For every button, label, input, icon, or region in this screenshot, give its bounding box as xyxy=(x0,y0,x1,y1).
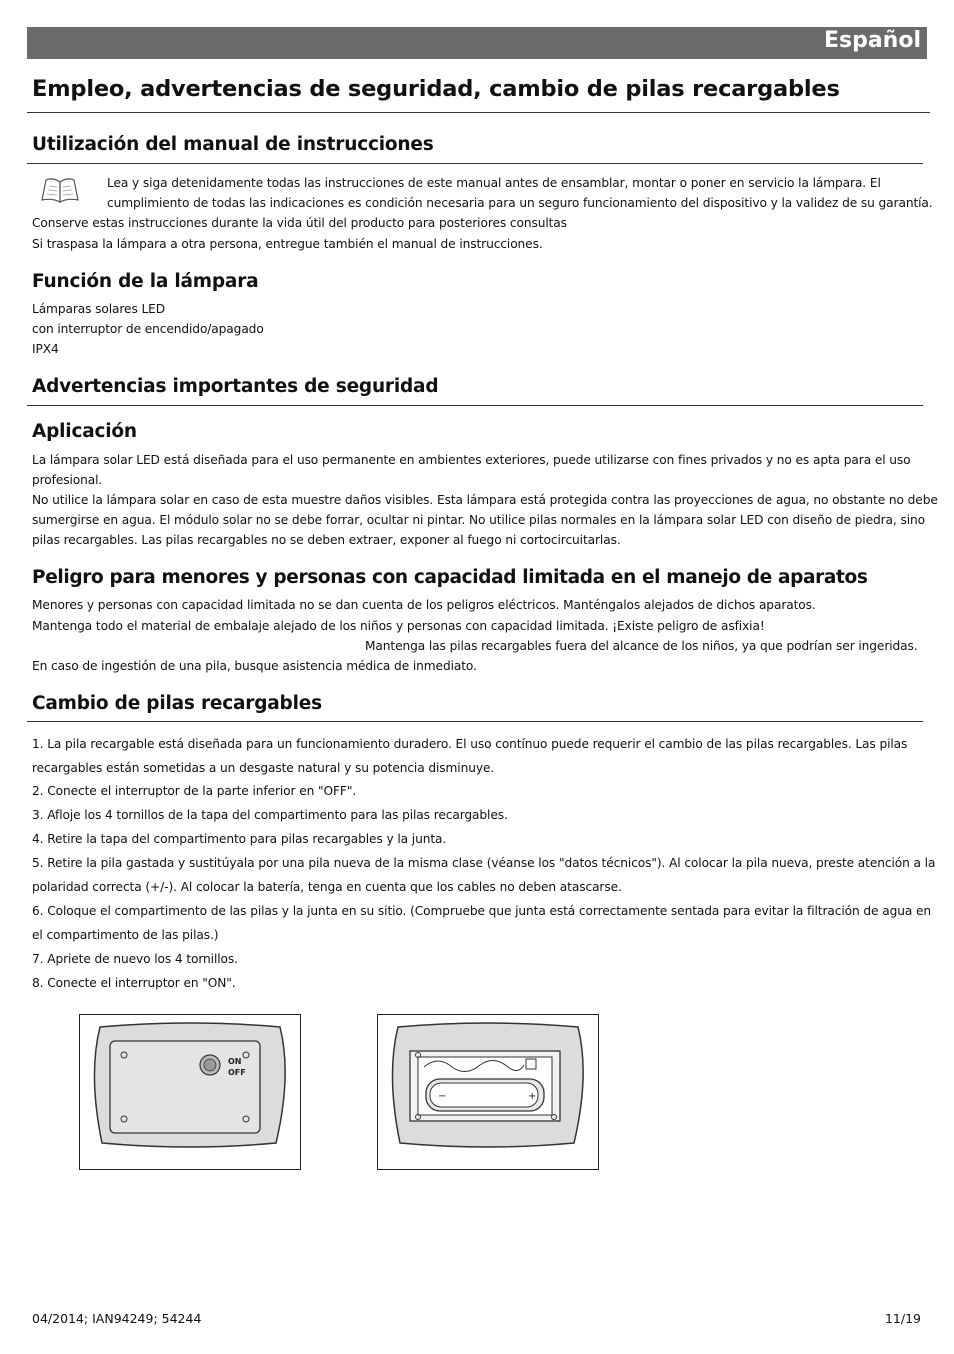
switch-on-label: ON xyxy=(228,1057,242,1066)
title-rule xyxy=(27,112,930,113)
footer-left: 04/2014; IAN94249; 54244 xyxy=(32,1311,202,1326)
step-line-1: 1. La pila recargable está diseñada para un funcionamiento duradero. El uso contínuo puede requerir el cambio de las pilas recargables. Las pilas xyxy=(32,737,908,751)
battery-minus-label: − xyxy=(438,1091,447,1102)
battery-rule xyxy=(27,721,923,722)
function-heading: Función de la lámpara xyxy=(32,271,259,292)
step-line-10: 7. Apriete de nuevo los 4 tornillos. xyxy=(32,952,238,966)
manual-heading: Utilización del manual de instrucciones xyxy=(32,134,434,155)
step-line-11: 8. Conecte el interruptor en "ON". xyxy=(32,976,236,990)
function-line-3: IPX4 xyxy=(32,342,59,356)
manual-line-2: cumplimiento de todas las indicaciones es condición necesaria para un seguro funcionamiento del dispositivo y la validez de su garantía. xyxy=(107,196,933,210)
application-line-1: La lámpara solar LED está diseñada para el uso permanente en ambientes exteriores, puede utilizarse con fines privados y no es apta para el uso xyxy=(32,453,911,467)
battery-heading: Cambio de pilas recargables xyxy=(32,693,322,714)
open-book-icon xyxy=(40,176,80,204)
application-line-5: pilas recargables. Las pilas recargables no se deben extraer, exponer al fuego ni cortocircuitarlas. xyxy=(32,533,621,547)
open-compartment-illustration xyxy=(378,1015,598,1169)
battery-plus-label: + xyxy=(528,1091,537,1102)
application-heading: Aplicación xyxy=(32,421,137,442)
step-line-7: polaridad correcta (+/-). Al colocar la batería, tenga en cuenta que los cables no deben atascarse. xyxy=(32,880,622,894)
step-line-8: 6. Coloque el compartimento de las pilas y la junta en su sitio. (Compruebe que junta está correctamente sentada para evitar la filtración de agua en xyxy=(32,904,932,918)
footer-page-number: 11/19 xyxy=(884,1311,921,1326)
step-line-4: 3. Afloje los 4 tornillos de la tapa del compartimento para las pilas recargables. xyxy=(32,808,508,822)
step-line-3: 2. Conecte el interruptor de la parte inferior en "OFF". xyxy=(32,784,357,798)
safety-heading: Advertencias importantes de seguridad xyxy=(32,376,439,397)
manual-line-3: Conserve estas instrucciones durante la vida útil del producto para posteriores consultas xyxy=(32,216,567,230)
language-header-bar xyxy=(27,27,927,59)
manual-line-1: Lea y siga detenidamente todas las instrucciones de este manual antes de ensamblar, montar o poner en servicio la lámpara. El xyxy=(107,176,881,190)
figure-closed-compartment xyxy=(79,1014,301,1170)
step-line-9: el compartimento de las pilas.) xyxy=(32,928,219,942)
function-line-1: Lámparas solares LED xyxy=(32,302,166,316)
switch-off-label: OFF xyxy=(228,1068,246,1077)
danger-heading: Peligro para menores y personas con capacidad limitada en el manejo de aparatos xyxy=(32,567,868,588)
function-line-2: con interruptor de encendido/apagado xyxy=(32,322,264,336)
application-line-3: No utilice la lámpara solar en caso de esta muestre daños visibles. Esta lámpara está protegida contra las proyecciones de agua, no obstante no debe xyxy=(32,493,938,507)
manual-rule xyxy=(27,163,923,164)
application-line-2: profesional. xyxy=(32,473,103,487)
step-line-2: recargables están sometidas a un desgaste natural y su potencia disminuye. xyxy=(32,761,495,775)
language-label: Español xyxy=(823,28,921,53)
manual-line-4: Si traspasa la lámpara a otra persona, entregue también el manual de instrucciones. xyxy=(32,237,543,251)
step-line-6: 5. Retire la pila gastada y sustitúyala por una pila nueva de la misma clase (véanse los "datos técnicos"). Al colocar la pila nueva, preste atención a la xyxy=(32,856,936,870)
danger-line-3: Mantenga las pilas recargables fuera del alcance de los niños, ya que podrían ser ingeridas. xyxy=(365,639,918,653)
step-line-5: 4. Retire la tapa del compartimento para pilas recargables y la junta. xyxy=(32,832,447,846)
danger-line-2: Mantenga todo el material de embalaje alejado de los niños y personas con capacidad limitada. ¡Existe peligro de asfixia! xyxy=(32,619,765,633)
safety-rule xyxy=(27,405,923,406)
figure-open-compartment xyxy=(377,1014,599,1170)
page-title: Empleo, advertencias de seguridad, cambio de pilas recargables xyxy=(32,76,840,102)
application-line-4: sumergirse en agua. El módulo solar no se debe forrar, ocultar ni pintar. No utilice pilas normales en la lámpara solar LED con diseño de piedra, sino xyxy=(32,513,925,527)
closed-compartment-illustration xyxy=(80,1015,300,1169)
danger-line-1: Menores y personas con capacidad limitada no se dan cuenta de los peligros eléctricos. Manténgalos alejados de dichos aparatos. xyxy=(32,598,816,612)
danger-line-4: En caso de ingestión de una pila, busque asistencia médica de inmediato. xyxy=(32,659,477,673)
